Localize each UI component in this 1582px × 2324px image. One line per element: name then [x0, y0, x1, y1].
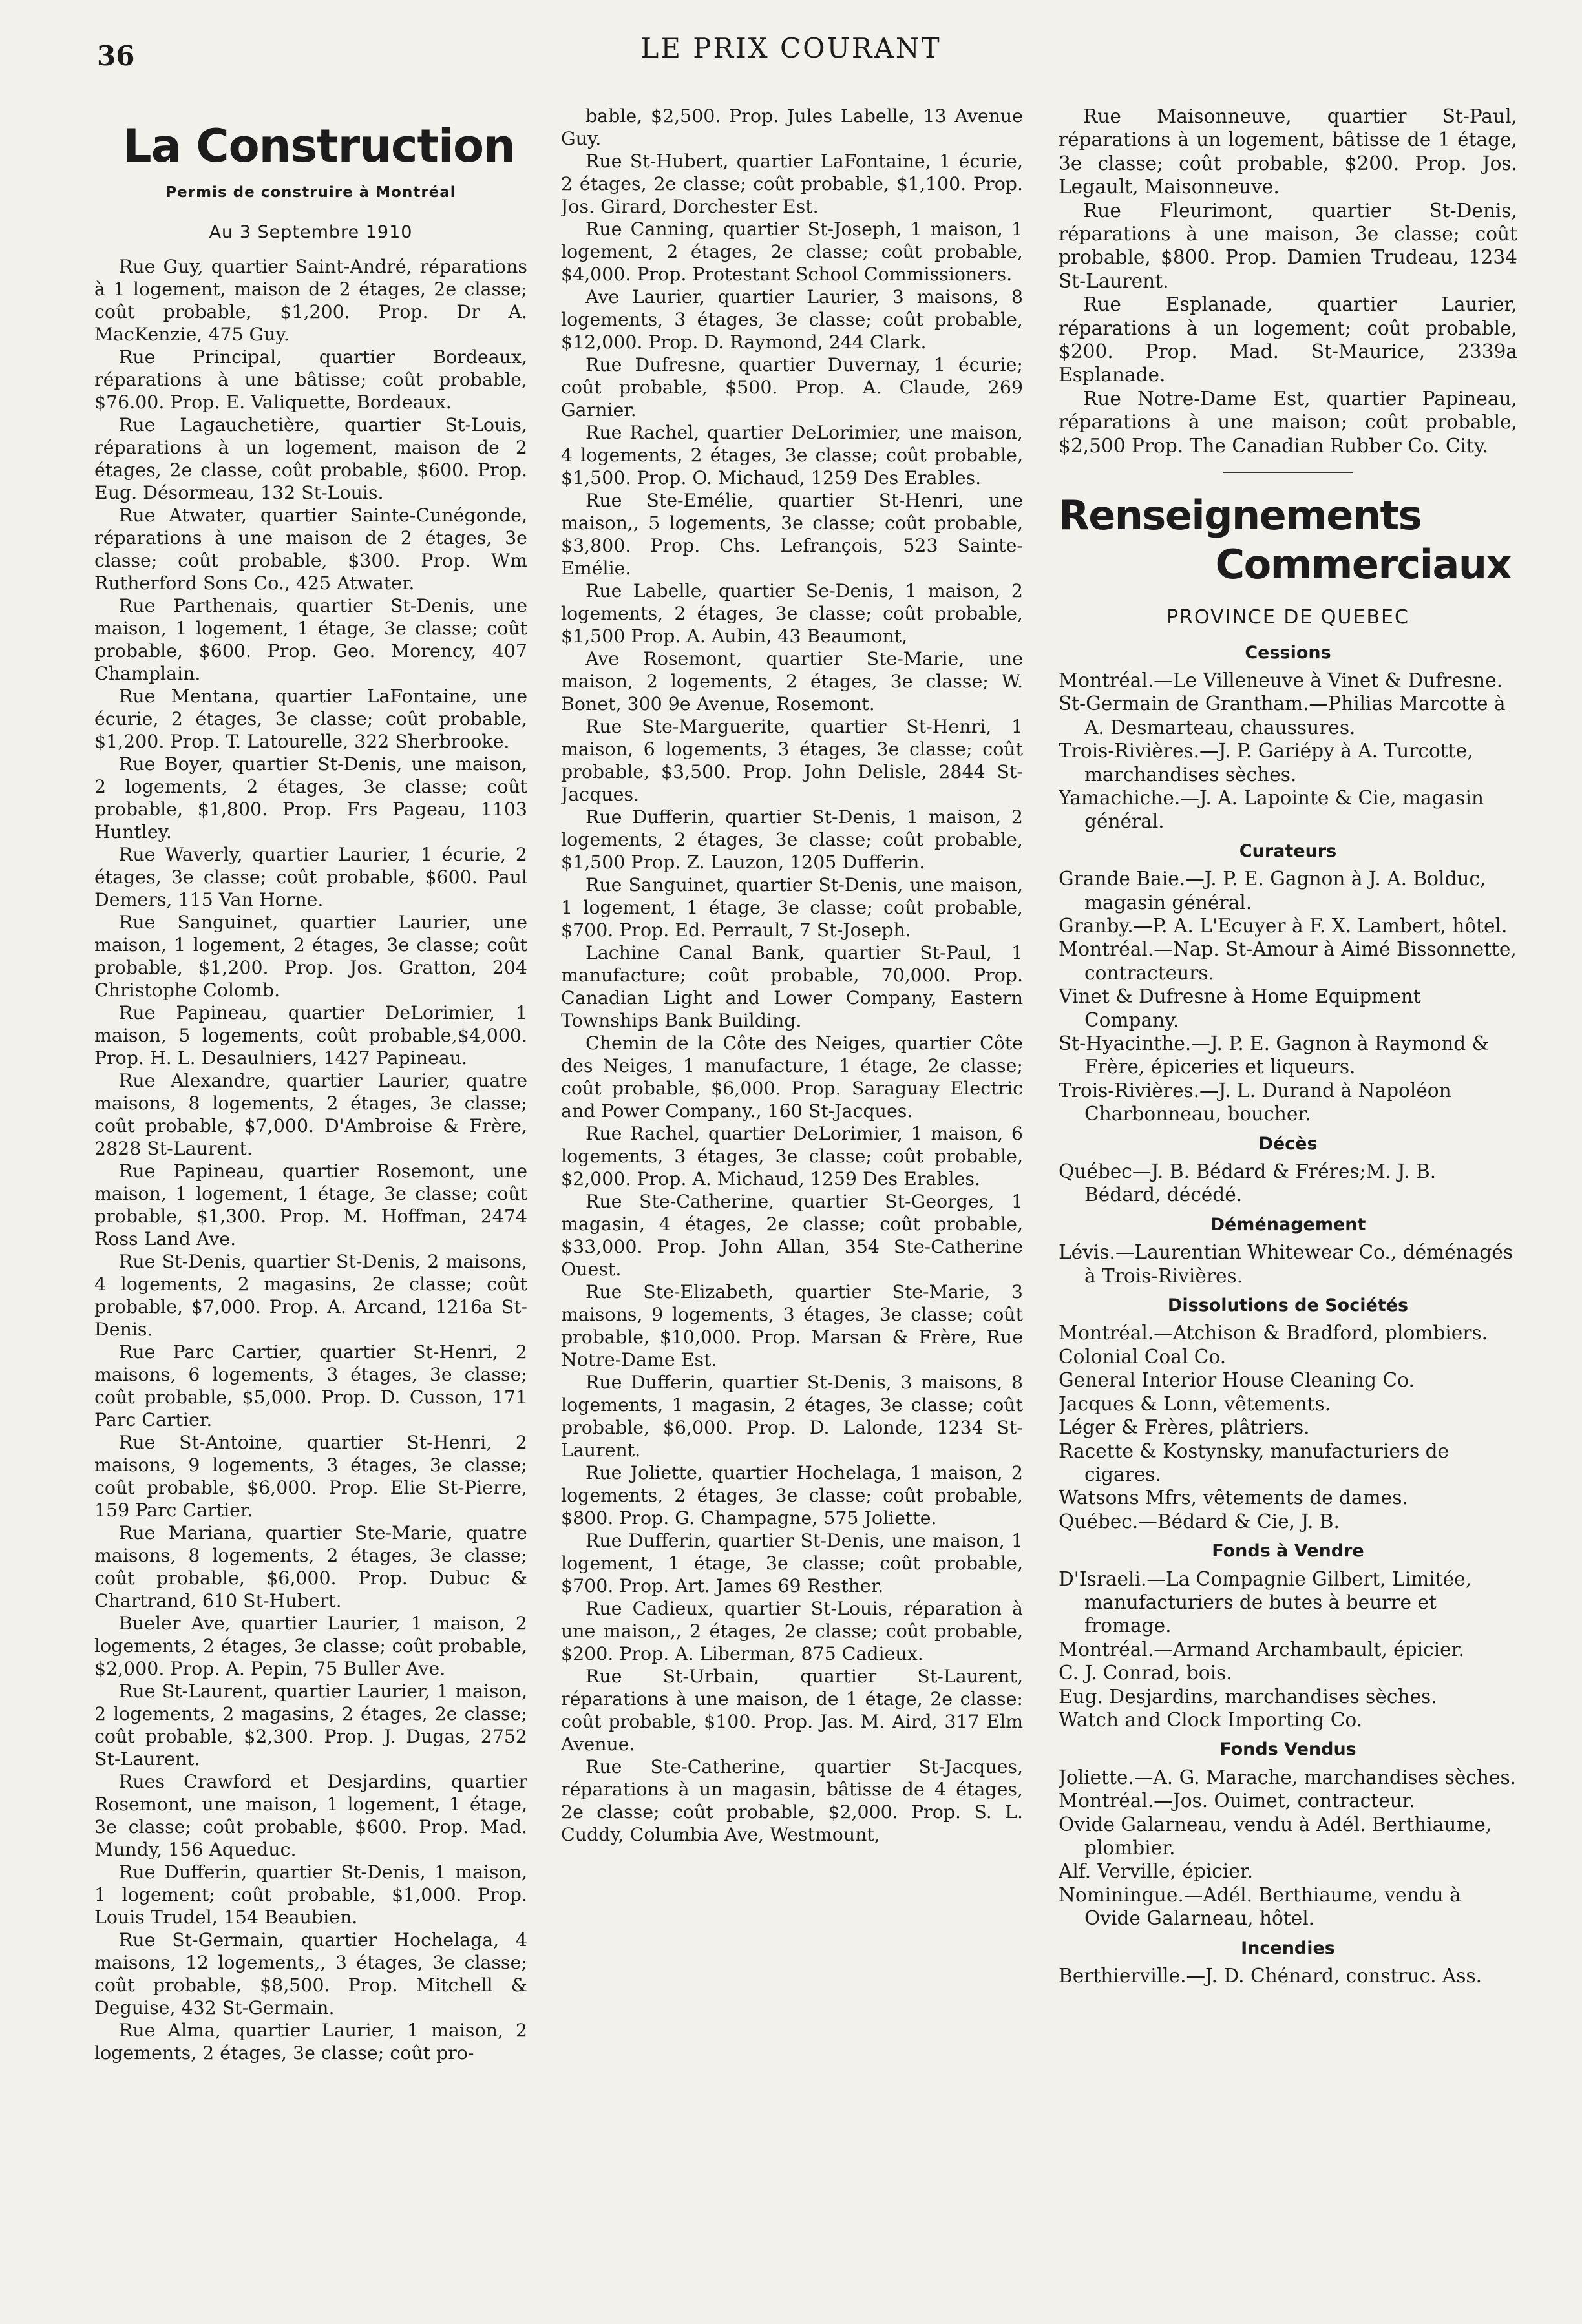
notice-category-heading: Incendies — [1241, 1938, 1335, 1958]
notice-category-heading: Décès — [1258, 1133, 1318, 1154]
notice-item: C. J. Conrad, bois. — [1059, 1662, 1232, 1684]
column-2 — [561, 105, 1023, 2305]
permit-entry: Rue St-Denis, quartier St-Denis, 2 maisons, 4 logements, 2 magasins, 2e classe; coût probable, $7,000. Prop. A. Arcand, 1216a St-Denis. — [94, 1251, 527, 1340]
notice-item: Vinet & Dufresne à Home Equipment Company. — [1059, 985, 1421, 1031]
notice-item: Racette & Kostynsky, manufacturiers de cigares. — [1059, 1439, 1450, 1485]
permit-entry: Rue Ste-Catherine, quartier St-Jacques, réparations à un magasin, bâtisse de 4 étages, 2e classe; coût probable, $2,000. Prop. S. L. Cuddy, Columbia Ave, Westmount, — [561, 1756, 1023, 1845]
notice-category-heading: Cessions — [1245, 642, 1331, 663]
notice-item: Jacques & Lonn, vêtements. — [1059, 1392, 1331, 1415]
notice-category-heading: Fonds Vendus — [1219, 1739, 1356, 1760]
permit-entry: Rue Rachel, quartier DeLorimier, 1 maison, 6 logements, 3 étages, 3e classe; coût probable, $2,000. Prop. A. Michaud, 1259 Des Erables. — [561, 1123, 1023, 1189]
notice-item: Granby.—P. A. L'Ecuyer à F. X. Lambert, hôtel. — [1059, 914, 1508, 937]
permit-entry: Chemin de la Côte des Neiges, quartier Côte des Neiges, 1 manufacture, 1 étage, 2e classe; coût probable, $6,000. Prop. Saraguay Electric and Power Company., 160 St-Jacques. — [561, 1032, 1023, 1122]
permit-entry: Rue Rachel, quartier DeLorimier, une maison, 4 logements, 2 étages, 3e classe; coût probable, $1,500. Prop. O. Michaud, 1259 Des Erables. — [561, 422, 1023, 488]
permit-entry: Rue Boyer, quartier St-Denis, une maison, 2 logements, 2 étages, 3e classe; coût probable, $1,800. Prop. Frs Pageau, 1103 Huntley. — [94, 753, 527, 843]
permit-list — [94, 255, 527, 2064]
permit-entry: Rue St-Laurent, quartier Laurier, 1 maison, 2 logements, 2 magasins, 2 étages, 2e classe; coût probable, $2,300. Prop. J. Dugas, 2752 St-Laurent. — [94, 1680, 527, 1770]
permit-entry: Rue Fleurimont, quartier St-Denis, réparations à une maison, 3e classe; coût probable, $800. Prop. Damien Trudeau, 1234 St-Laurent. — [1059, 199, 1517, 292]
section-title-renseignements — [1059, 491, 1517, 589]
permit-entry: Rue St-Hubert, quartier LaFontaine, 1 écurie, 2 étages, 2e classe; coût probable, $1,100. Prop. Jos. Girard, Dorchester Est. — [561, 151, 1023, 217]
permit-entry: Rue Atwater, quartier Sainte-Cunégonde, réparations à une maison de 2 étages, 3e classe; coût probable, $300. Prop. Wm Rutherford Sons Co., 425 Atwater. — [94, 505, 527, 594]
permit-entry: Ave Laurier, quartier Laurier, 3 maisons, 8 logements, 3 étages, 3e classe; coût probable, $12,000. Prop. D. Raymond, 244 Clark. — [561, 286, 1023, 353]
notice-item: Joliette.—A. G. Marache, marchandises sèches. — [1059, 1766, 1517, 1788]
permit-entry: Rue St-Antoine, quartier St-Henri, 2 maisons, 9 logements, 3 étages, 3e classe; coût probable, $6,000. Prop. Elie St-Pierre, 159 Parc Cartier. — [94, 1432, 527, 1521]
permit-entry: Rue Alma, quartier Laurier, 1 maison, 2 logements, 2 étages, 3e classe; coût pro- — [94, 2020, 527, 2064]
notice-category-heading: Déménagement — [1210, 1214, 1366, 1235]
permit-entry: Rue St-Germain, quartier Hochelaga, 4 maisons, 12 logements,, 3 étages, 3e classe; coût probable, $8,500. Prop. Mitchell & Deguise, 432 St-Germain. — [94, 1929, 527, 2018]
permit-entry: Rue Papineau, quartier DeLorimier, 1 maison, 5 logements, coût probable,$4,000. Prop. H. L. Desaulniers, 1427 Papineau. — [94, 1002, 527, 1069]
permit-entry: Rue Dufferin, quartier St-Denis, 1 maison, 1 logement; coût probable, $1,000. Prop. Louis Trudel, 154 Beaubien. — [94, 1861, 527, 1928]
permit-entry: Rue Lagauchetière, quartier St-Louis, réparations à un logement, maison de 2 étages, 2e classe, coût probable, $600. Prop. Eug. Désormeau, 132 St-Louis. — [94, 414, 527, 503]
notice-item: Trois-Rivières.—J. L. Durand à Napoléon Charbonneau, boucher. — [1059, 1079, 1451, 1125]
notice-item: Montréal.—Jos. Ouimet, contracteur. — [1059, 1790, 1416, 1812]
notice-item: Québec.—Bédard & Cie, J. B. — [1059, 1510, 1340, 1533]
permit-entry: Rue Ste-Marguerite, quartier St-Henri, 1 maison, 6 logements, 3 étages, 3e classe; coût probable, $3,500. Prop. John Delisle, 2844 St-Jacques. — [561, 716, 1023, 805]
title-line: Commerciaux — [1215, 541, 1511, 589]
permit-entry: Rue Waverly, quartier Laurier, 1 écurie, 2 étages, 3e classe; coût probable, $600. Paul Demers, 115 Van Horne. — [94, 844, 527, 910]
permit-entry: Rue Mentana, quartier LaFontaine, une écurie, 2 étages, 3e classe; coût probable, $1,200. Prop. T. Latourelle, 322 Sherbrooke. — [94, 686, 527, 752]
permit-entry: Rue Esplanade, quartier Laurier, réparations à un logement; coût probable, $200. Prop. Mad. St-Maurice, 2339a Esplanade. — [1059, 293, 1517, 386]
permit-entry: Rue Joliette, quartier Hochelaga, 1 maison, 2 logements, 2 étages, 3e classe; coût probable, $800. Prop. G. Champagne, 575 Joliette. — [561, 1462, 1023, 1529]
permit-entry: Lachine Canal Bank, quartier St-Paul, 1 manufacture; coût probable, 70,000. Prop. Canadian Light and Lower Company, Eastern Townships Bank Building. — [561, 942, 1023, 1031]
notice-item: Eug. Desjardins, marchandises sèches. — [1059, 1685, 1437, 1708]
permit-entry: Rue Canning, quartier St-Joseph, 1 maison, 1 logement, 2 étages, 2e classe; coût probable, $4,000. Prop. Protestant School Commissioners. — [561, 218, 1023, 285]
permit-entry: bable, $2,500. Prop. Jules Labelle, 13 Avenue Guy. — [561, 105, 1023, 149]
permit-entry: Rue Dufresne, quartier Duvernay, 1 écurie; coût probable, $500. Prop. A. Claude, 269 Garnier. — [561, 354, 1023, 421]
notice-item: D'Israeli.—La Compagnie Gilbert, Limitée, manufacturiers de butes à beurre et fromage. — [1059, 1567, 1472, 1637]
notice-item: Ovide Galarneau, vendu à Adél. Berthiaume, plombier. — [1059, 1813, 1492, 1859]
permit-entry: Ave Rosemont, quartier Ste-Marie, une maison, 2 logements, 2 étages, 3e classe; W. Bonet, 300 9e Avenue, Rosemont. — [561, 648, 1023, 715]
permit-entry: Rues Crawford et Desjardins, quartier Rosemont, une maison, 1 logement, 1 étage, 3e classe; coût probable, $600. Prop. Mad. Mundy, 156 Aqueduc. — [94, 1771, 527, 1860]
permit-entry: Rue Sanguinet, quartier St-Denis, une maison, 1 logement, 1 étage, 3e classe; coût probable, $700. Prop. Ed. Perrault, 7 St-Joseph. — [561, 874, 1023, 941]
permit-entry: Rue Alexandre, quartier Laurier, quatre maisons, 8 logements, 2 étages, 3e classe; coût probable, $7,000. D'Ambroise & Frère, 2828 St-Laurent. — [94, 1070, 527, 1159]
notice-item: Montréal.—Le Villeneuve à Vinet & Dufresne. — [1059, 669, 1503, 691]
notice-item: Lévis.—Laurentian Whitewear Co., déménagés à Trois-Rivières. — [1059, 1241, 1513, 1287]
permit-entry: Rue Dufferin, quartier St-Denis, 1 maison, 2 logements, 2 étages, 3e classe; coût probable, $1,500 Prop. Z. Lauzon, 1205 Dufferin. — [561, 806, 1023, 873]
section-title-construction: La Construction — [123, 120, 515, 173]
column-1 — [94, 107, 527, 2305]
permit-entry: Rue Ste-Elizabeth, quartier Ste-Marie, 3 maisons, 9 logements, 3 étages, 3e classe; coût probable, $10,000. Prop. Marsan & Frère, Rue Notre-Dame Est. — [561, 1281, 1023, 1370]
permit-entry: Rue Sanguinet, quartier Laurier, une maison, 1 logement, 2 étages, 3e classe; coût probable, $1,200. Prop. Jos. Gratton, 204 Christophe Colomb. — [94, 912, 527, 1001]
notice-item: Berthierville.—J. D. Chénard, construc. Ass. — [1059, 1965, 1482, 1987]
permit-entry: Rue Mariana, quartier Ste-Marie, quatre maisons, 8 logements, 2 étages, 3e classe; coût probable, $6,000. Prop. Dubuc & Chartrand, 610 St-Hubert. — [94, 1522, 527, 1611]
permit-entry: Rue Guy, quartier Saint-André, réparations à 1 logement, maison de 2 étages, 2e classe; coût probable, $1,200. Prop. Dr A. MacKenzie, 475 Guy. — [94, 256, 527, 345]
permit-entry: Rue Principal, quartier Bordeaux, réparations à une bâtisse; coût probable, $76.00. Prop. E. Valiquette, Bordeaux. — [94, 346, 527, 413]
notice-item: Watsons Mfrs, vêtements de dames. — [1059, 1487, 1408, 1509]
permit-entry: Rue Notre-Dame Est, quartier Papineau, réparations à une maison; coût probable, $2,500 Prop. The Canadian Rubber Co. City. — [1059, 387, 1517, 457]
notice-category-heading: Dissolutions de Sociétés — [1167, 1295, 1409, 1316]
notice-item: Colonial Coal Co. — [1059, 1345, 1227, 1368]
section-subtitle: Permis de construire à Montréal — [165, 184, 456, 201]
notice-item: Trois-Rivières.—J. P. Gariépy à A. Turcotte, marchandises sèches. — [1059, 740, 1473, 786]
page-number: 36 — [97, 40, 135, 72]
permit-entry: Rue St-Urbain, quartier St-Laurent, réparations à une maison, de 1 étage, 2e classe: coût probable, $100. Prop. Jas. M. Aird, 317 Elm Avenue. — [561, 1666, 1023, 1755]
permit-entry: Rue Maisonneuve, quartier St-Paul, réparations à un logement, bâtisse de 1 étage, 3e classe; coût probable, $200. Prop. Jos. Legault, Maisonneuve. — [1059, 105, 1517, 198]
notice-item: Montréal.—Atchison & Bradford, plombiers. — [1059, 1322, 1488, 1345]
notice-item: Alf. Verville, épicier. — [1059, 1860, 1254, 1883]
notice-item: St-Hyacinthe.—J. P. E. Gagnon à Raymond & Frère, épiceries et liqueurs. — [1059, 1032, 1490, 1078]
section-date: Au 3 Septembre 1910 — [209, 222, 413, 242]
permit-entry: Rue Labelle, quartier Se-Denis, 1 maison, 2 logements, 2 étages, 3e classe; coût probable, $1,500 Prop. A. Aubin, 43 Beaumont, — [561, 580, 1023, 647]
notice-item: Watch and Clock Importing Co. — [1059, 1708, 1363, 1731]
permit-entry: Rue Papineau, quartier Rosemont, une maison, 1 logement, 1 étage, 3e classe; coût probable, $1,300. Prop. M. Hoffman, 2474 Ross Land Ave. — [94, 1160, 527, 1250]
notice-item: Montréal.—Armand Archambault, épicier. — [1059, 1638, 1464, 1660]
column-3 — [1059, 105, 1517, 2305]
commercial-notices — [1059, 642, 1517, 1988]
notice-item: Léger & Frères, plâtriers. — [1059, 1416, 1310, 1439]
permit-entry: Rue Ste-Catherine, quartier St-Georges, 1 magasin, 4 étages, 2e classe; coût probable, $33,000. Prop. John Allan, 354 Ste-Catherine Ouest. — [561, 1191, 1023, 1280]
permit-entry: Rue Dufferin, quartier St-Denis, 3 maisons, 8 logements, 1 magasin, 2 étages, 3e classe; coût probable, $6,000. Prop. D. Lalonde, 1234 St-Laurent. — [561, 1372, 1023, 1461]
notice-category-heading: Curateurs — [1239, 841, 1337, 861]
title-line: Renseignements — [1059, 492, 1422, 539]
permit-entry: Rue Dufferin, quartier St-Denis, une maison, 1 logement, 1 étage, 3e classe; coût probable, $700. Prop. Art. James 69 Resther. — [561, 1530, 1023, 1596]
permit-entry: Rue Parc Cartier, quartier St-Henri, 2 maisons, 6 logements, 3 étages, 3e classe; coût probable, $5,000. Prop. D. Cusson, 171 Parc Cartier. — [94, 1341, 527, 1430]
permit-entry: Rue Ste-Emélie, quartier St-Henri, une maison,, 5 logements, 3e classe; coût probable, $3,800. Prop. Chs. Lefrançois, 523 Sainte-Emélie. — [561, 490, 1023, 579]
permit-list — [561, 105, 1023, 1846]
permit-entry: Bueler Ave, quartier Laurier, 1 maison, 2 logements, 2 étages, 3e classe; coût probable, $2,000. Prop. A. Pepin, 75 Buller Ave. — [94, 1613, 527, 1679]
divider — [1223, 472, 1353, 473]
notice-item: General Interior House Cleaning Co. — [1059, 1369, 1415, 1392]
notice-item: Grande Baie.—J. P. E. Gagnon à J. A. Bolduc, magasin général. — [1059, 868, 1486, 914]
permit-entry: Rue Parthenais, quartier St-Denis, une maison, 1 logement, 1 étage, 3e classe; coût probable, $600. Prop. Geo. Morency, 407 Champlain. — [94, 595, 527, 684]
notice-category-heading: Fonds à Vendre — [1212, 1541, 1364, 1562]
notice-item: Québec—J. B. Bédard & Fréres;M. J. B. Bédard, décédé. — [1059, 1160, 1437, 1206]
notice-item: Nominingue.—Adél. Berthiaume, vendu à Ovide Galarneau, hôtel. — [1059, 1883, 1461, 1930]
running-head: LE PRIX COURANT — [640, 32, 942, 64]
permit-entry: Rue Cadieux, quartier St-Louis, réparation à une maison,, 2 étages, 2e classe; coût probable, $200. Prop. A. Liberman, 875 Cadieux. — [561, 1598, 1023, 1664]
notice-item: Montréal.—Nap. St-Amour à Aimé Bissonnette, contracteurs. — [1059, 938, 1517, 984]
permit-list — [1059, 105, 1517, 457]
notice-item: Yamachiche.—J. A. Lapointe & Cie, magasin général. — [1059, 786, 1484, 833]
province-heading: PROVINCE DE QUEBEC — [1166, 606, 1409, 629]
notice-item: St-Germain de Grantham.—Philias Marcotte à A. Desmarteau, chaussures. — [1059, 693, 1506, 738]
